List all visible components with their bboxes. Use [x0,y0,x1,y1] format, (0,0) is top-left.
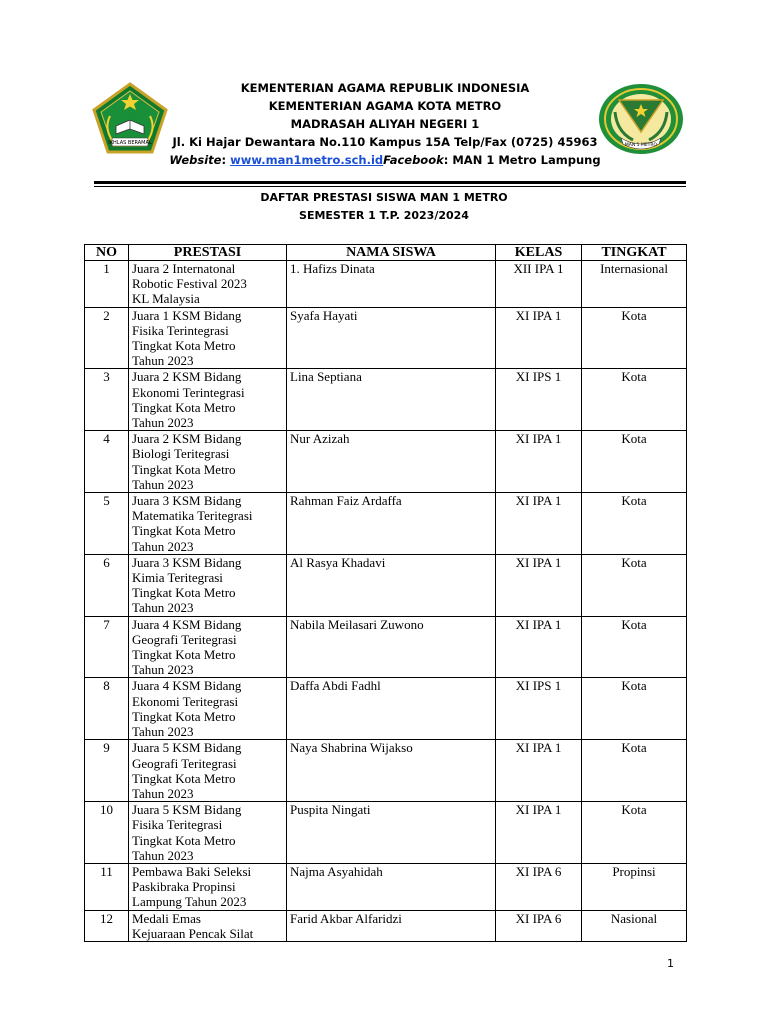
cell-no: 2 [85,307,129,369]
title-line-1: DAFTAR PRESTASI SISWA MAN 1 METRO [260,191,508,204]
letterhead [0,0,768,190]
prestasi-line: Tingkat Kota Metro [132,770,236,786]
prestasi-line: Juara 2 KSM Bidang [132,431,242,447]
cell-no: 10 [85,802,129,864]
cell-nama-siswa: Najma Asyahidah [287,863,496,910]
cell-tingkat: Kota [582,493,687,555]
website-label: Website [169,153,222,167]
cell-prestasi [129,369,287,431]
table-row [85,863,687,910]
table-row [85,261,687,308]
prestasi-line: Tahun 2023 [132,538,194,554]
header-tingkat: TINGKAT [582,245,687,261]
cell-prestasi [129,616,287,678]
prestasi-line: Fisika Teritegrasi [132,817,223,833]
cell-kelas: XI IPA 1 [496,431,582,493]
cell-tingkat: Nasional [582,910,687,941]
cell-kelas: XI IPS 1 [496,678,582,740]
header-no: NO [85,245,129,261]
cell-kelas: XI IPA 6 [496,863,582,910]
cell-nama-siswa: Daffa Abdi Fadhl [287,678,496,740]
table-row [85,910,687,941]
school-name: MADRASAH ALIYAH NEGERI 1 [290,117,480,131]
cell-kelas: XI IPA 1 [496,802,582,864]
school-address: Jl. Ki Hajar Dewantara No.110 Kampus 15A Telp/Fax (0725) 45963 [172,135,598,149]
contact-line [160,151,610,169]
cell-no: 4 [85,431,129,493]
prestasi-line: Tingkat Kota Metro [132,399,236,415]
logo-right-banner: MAN 1 METRO [624,143,658,148]
prestasi-line: Tahun 2023 [132,662,194,678]
title-line-2: SEMESTER 1 T.P. 2023/2024 [299,209,469,222]
table-row [85,554,687,616]
cell-tingkat: Kota [582,369,687,431]
prestasi-line: Geografi Teritegrasi [132,755,237,771]
cell-no: 12 [85,910,129,941]
man-1-metro-logo [597,82,685,156]
cell-no: 6 [85,554,129,616]
prestasi-line: Juara 2 KSM Bidang [132,369,242,385]
page-number: 1 [667,957,674,970]
cell-kelas: XI IPA 6 [496,910,582,941]
table-header-row [85,245,687,261]
cell-kelas: XI IPA 1 [496,554,582,616]
cell-nama-siswa: Rahman Faiz Ardaffa [287,493,496,555]
table-row [85,740,687,802]
prestasi-line: Geografi Teritegrasi [132,631,237,647]
cell-prestasi [129,554,287,616]
cell-no: 11 [85,863,129,910]
cell-tingkat: Kota [582,554,687,616]
cell-kelas: XI IPA 1 [496,740,582,802]
cell-no: 7 [85,616,129,678]
prestasi-line: Juara 4 KSM Bidang [132,616,242,632]
prestasi-line: Tingkat Kota Metro [132,585,236,601]
prestasi-line: Tingkat Kota Metro [132,832,236,848]
cell-prestasi [129,493,287,555]
ministry-name: KEMENTERIAN AGAMA REPUBLIK INDONESIA [240,81,530,95]
prestasi-line: Juara 2 Internatonal [132,261,236,276]
table-row [85,493,687,555]
table-row [85,616,687,678]
document-title [0,189,768,225]
prestasi-line: Juara 3 KSM Bidang [132,554,242,570]
facebook-label: Facebook [383,153,444,167]
logo-left-banner: IKHLAS BERAMAL [108,140,152,146]
cell-prestasi [129,307,287,369]
prestasi-line: Tahun 2023 [132,600,194,616]
website-link[interactable]: www.man1metro.sch.id [230,153,384,167]
prestasi-line: Ekonomi Teritegrasi [132,693,239,709]
cell-tingkat: Propinsi [582,863,687,910]
prestasi-line: Kimia Teritegrasi [132,570,223,586]
cell-nama-siswa: 1. Hafizs Dinata [287,261,496,308]
prestasi-line: Paskibraka Propinsi [132,879,236,895]
prestasi-line: Tahun 2023 [132,785,194,801]
table-row [85,431,687,493]
cell-tingkat: Kota [582,678,687,740]
cell-tingkat: Kota [582,307,687,369]
cell-nama-siswa: Lina Septiana [287,369,496,431]
prestasi-line: Pembawa Baki Seleksi [132,863,252,879]
letterhead-text [160,79,610,169]
prestasi-line: Medali Emas [132,910,201,926]
prestasi-line: Juara 1 KSM Bidang [132,307,242,323]
prestasi-line: Robotic Festival 2023 [132,276,247,292]
table-row [85,307,687,369]
cell-tingkat: Internasional [582,261,687,308]
cell-no: 1 [85,261,129,308]
cell-prestasi [129,863,287,910]
prestasi-line: Juara 4 KSM Bidang [132,678,242,694]
cell-prestasi [129,431,287,493]
cell-tingkat: Kota [582,616,687,678]
table-row [85,802,687,864]
cell-prestasi [129,261,287,308]
cell-nama-siswa: Syafa Hayati [287,307,496,369]
header-nama-siswa: NAMA SISWA [287,245,496,261]
prestasi-line: Tahun 2023 [132,353,194,369]
prestasi-line: Tahun 2023 [132,476,194,492]
cell-kelas: XI IPA 1 [496,493,582,555]
prestasi-line: KL Malaysia [132,291,200,307]
letterhead-rule-thick [94,181,686,184]
prestasi-line: Tingkat Kota Metro [132,461,236,477]
prestasi-line: Tingkat Kota Metro [132,708,236,724]
header-kelas: KELAS [496,245,582,261]
cell-tingkat: Kota [582,740,687,802]
kementerian-agama-logo [90,82,170,154]
prestasi-line: Matematika Teritegrasi [132,508,253,524]
office-name: KEMENTERIAN AGAMA KOTA METRO [268,99,502,113]
cell-prestasi [129,678,287,740]
prestasi-line: Kejuaraan Pencak Silat [132,925,254,941]
cell-no: 3 [85,369,129,431]
prestasi-line: Tahun 2023 [132,847,194,863]
prestasi-line: Tingkat Kota Metro [132,523,236,539]
cell-nama-siswa: Nabila Meilasari Zuwono [287,616,496,678]
cell-no: 8 [85,678,129,740]
cell-tingkat: Kota [582,802,687,864]
cell-kelas: XI IPA 1 [496,307,582,369]
cell-nama-siswa: Nur Azizah [287,431,496,493]
prestasi-line: Tahun 2023 [132,415,194,431]
letterhead-rule-thin [94,186,686,187]
website-separator: : [221,153,231,167]
cell-nama-siswa: Al Rasya Khadavi [287,554,496,616]
prestasi-line: Fisika Terintegrasi [132,322,229,338]
cell-tingkat: Kota [582,431,687,493]
cell-nama-siswa: Puspita Ningati [287,802,496,864]
header-prestasi: PRESTASI [129,245,287,261]
table-body [85,261,687,942]
prestasi-line: Tingkat Kota Metro [132,647,236,663]
cell-nama-siswa: Naya Shabrina Wijakso [287,740,496,802]
prestasi-line: Tahun 2023 [132,724,194,740]
prestasi-line: Ekonomi Terintegrasi [132,384,245,400]
cell-prestasi [129,802,287,864]
prestasi-line: Biologi Teritegrasi [132,446,230,462]
prestasi-line: Juara 5 KSM Bidang [132,802,242,818]
prestasi-line: Tingkat Kota Metro [132,338,236,354]
cell-kelas: XI IPA 1 [496,616,582,678]
table-row [85,369,687,431]
facebook-value: : MAN 1 Metro Lampung [443,153,601,167]
cell-kelas: XII IPA 1 [496,261,582,308]
cell-no: 9 [85,740,129,802]
cell-nama-siswa: Farid Akbar Alfaridzi [287,910,496,941]
cell-prestasi [129,740,287,802]
cell-prestasi [129,910,287,941]
prestasi-line: Lampung Tahun 2023 [132,894,247,910]
table-row [85,678,687,740]
prestasi-line: Juara 5 KSM Bidang [132,740,242,756]
prestasi-line: Juara 3 KSM Bidang [132,493,242,509]
achievement-table [84,244,687,942]
cell-kelas: XI IPS 1 [496,369,582,431]
cell-no: 5 [85,493,129,555]
